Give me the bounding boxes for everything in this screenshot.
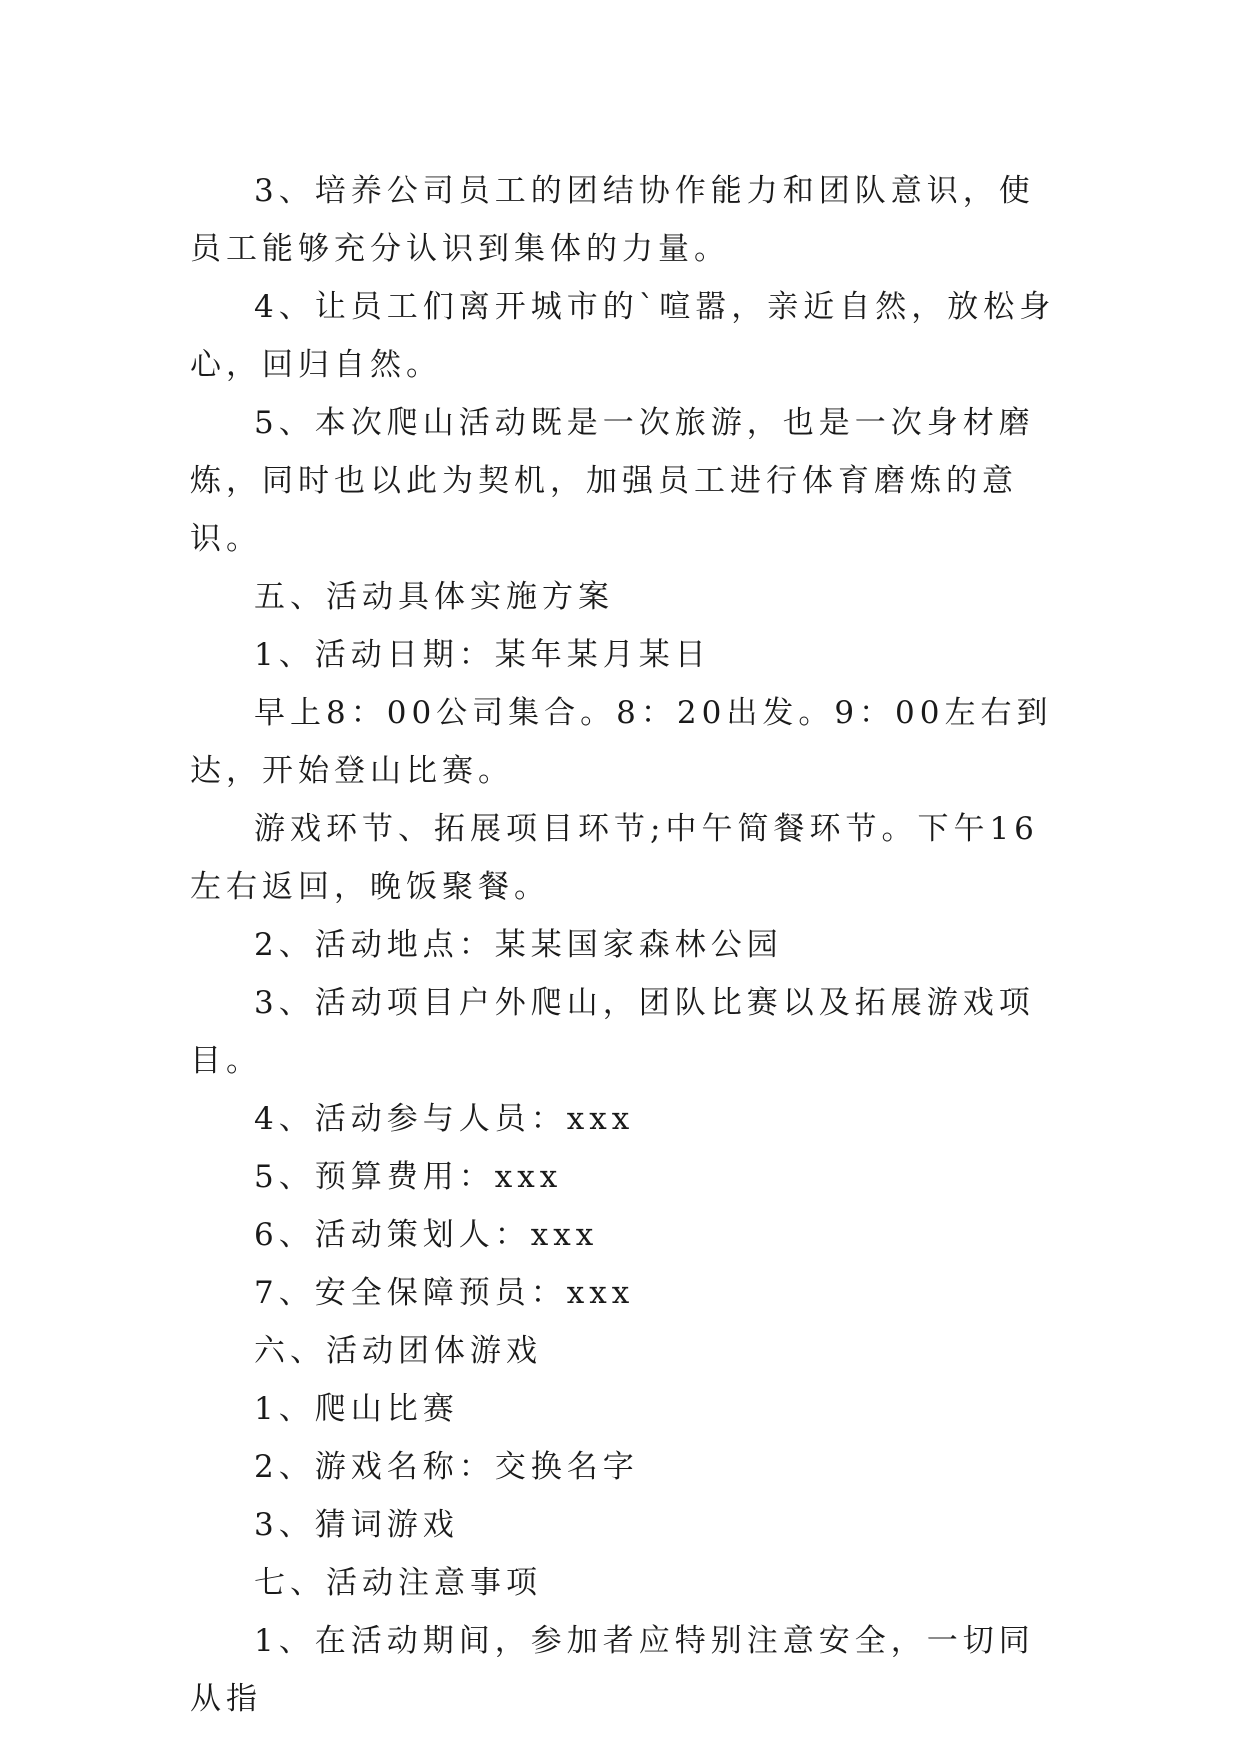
paragraph-morning-schedule: 早上8：00公司集合。8：20出发。9：00左右到达，开始登山比赛。 [190, 695, 1053, 789]
paragraph-location: 2、活动地点：某某国家森林公园 [254, 927, 783, 963]
paragraph-budget: 5、预算费用：xxx [254, 1159, 563, 1195]
paragraph-game-1: 1、爬山比赛 [254, 1391, 459, 1427]
paragraph-notice-1: 1、在活动期间，参加者应特别注意安全，一切同从指 [190, 1623, 1035, 1717]
paragraph-afternoon-schedule: 游戏环节、拓展项目环节;中午简餐环节。下午16左右返回，晚饭聚餐。 [190, 811, 1039, 905]
paragraph-game-2: 2、游戏名称：交换名字 [254, 1449, 639, 1485]
paragraph-planner: 6、活动策划人：xxx [254, 1217, 599, 1253]
paragraph-game-3: 3、猜词游戏 [254, 1507, 459, 1543]
paragraph-date: 1、活动日期：某年某月某日 [254, 637, 711, 673]
section-heading-7: 七、活动注意事项 [254, 1565, 542, 1601]
paragraph-activities: 3、活动项目户外爬山，团队比赛以及拓展游戏项目。 [190, 985, 1035, 1079]
paragraph-safety: 7、安全保障预员：xxx [254, 1275, 635, 1311]
section-heading-5: 五、活动具体实施方案 [254, 579, 614, 615]
paragraph-3: 5、本次爬山活动既是一次旅游，也是一次身材磨炼，同时也以此为契机，加强员工进行体育磨炼的意识。 [190, 405, 1035, 557]
paragraph-2: 4、让员工们离开城市的`喧嚣，亲近自然，放松身心，回归自然。 [190, 289, 1056, 383]
paragraph-participants: 4、活动参与人员：xxx [254, 1101, 635, 1137]
document-body [190, 162, 1070, 1728]
paragraph-1: 3、培养公司员工的团结协作能力和团队意识，使员工能够充分认识到集体的力量。 [190, 173, 1035, 267]
section-heading-6: 六、活动团体游戏 [254, 1333, 542, 1369]
